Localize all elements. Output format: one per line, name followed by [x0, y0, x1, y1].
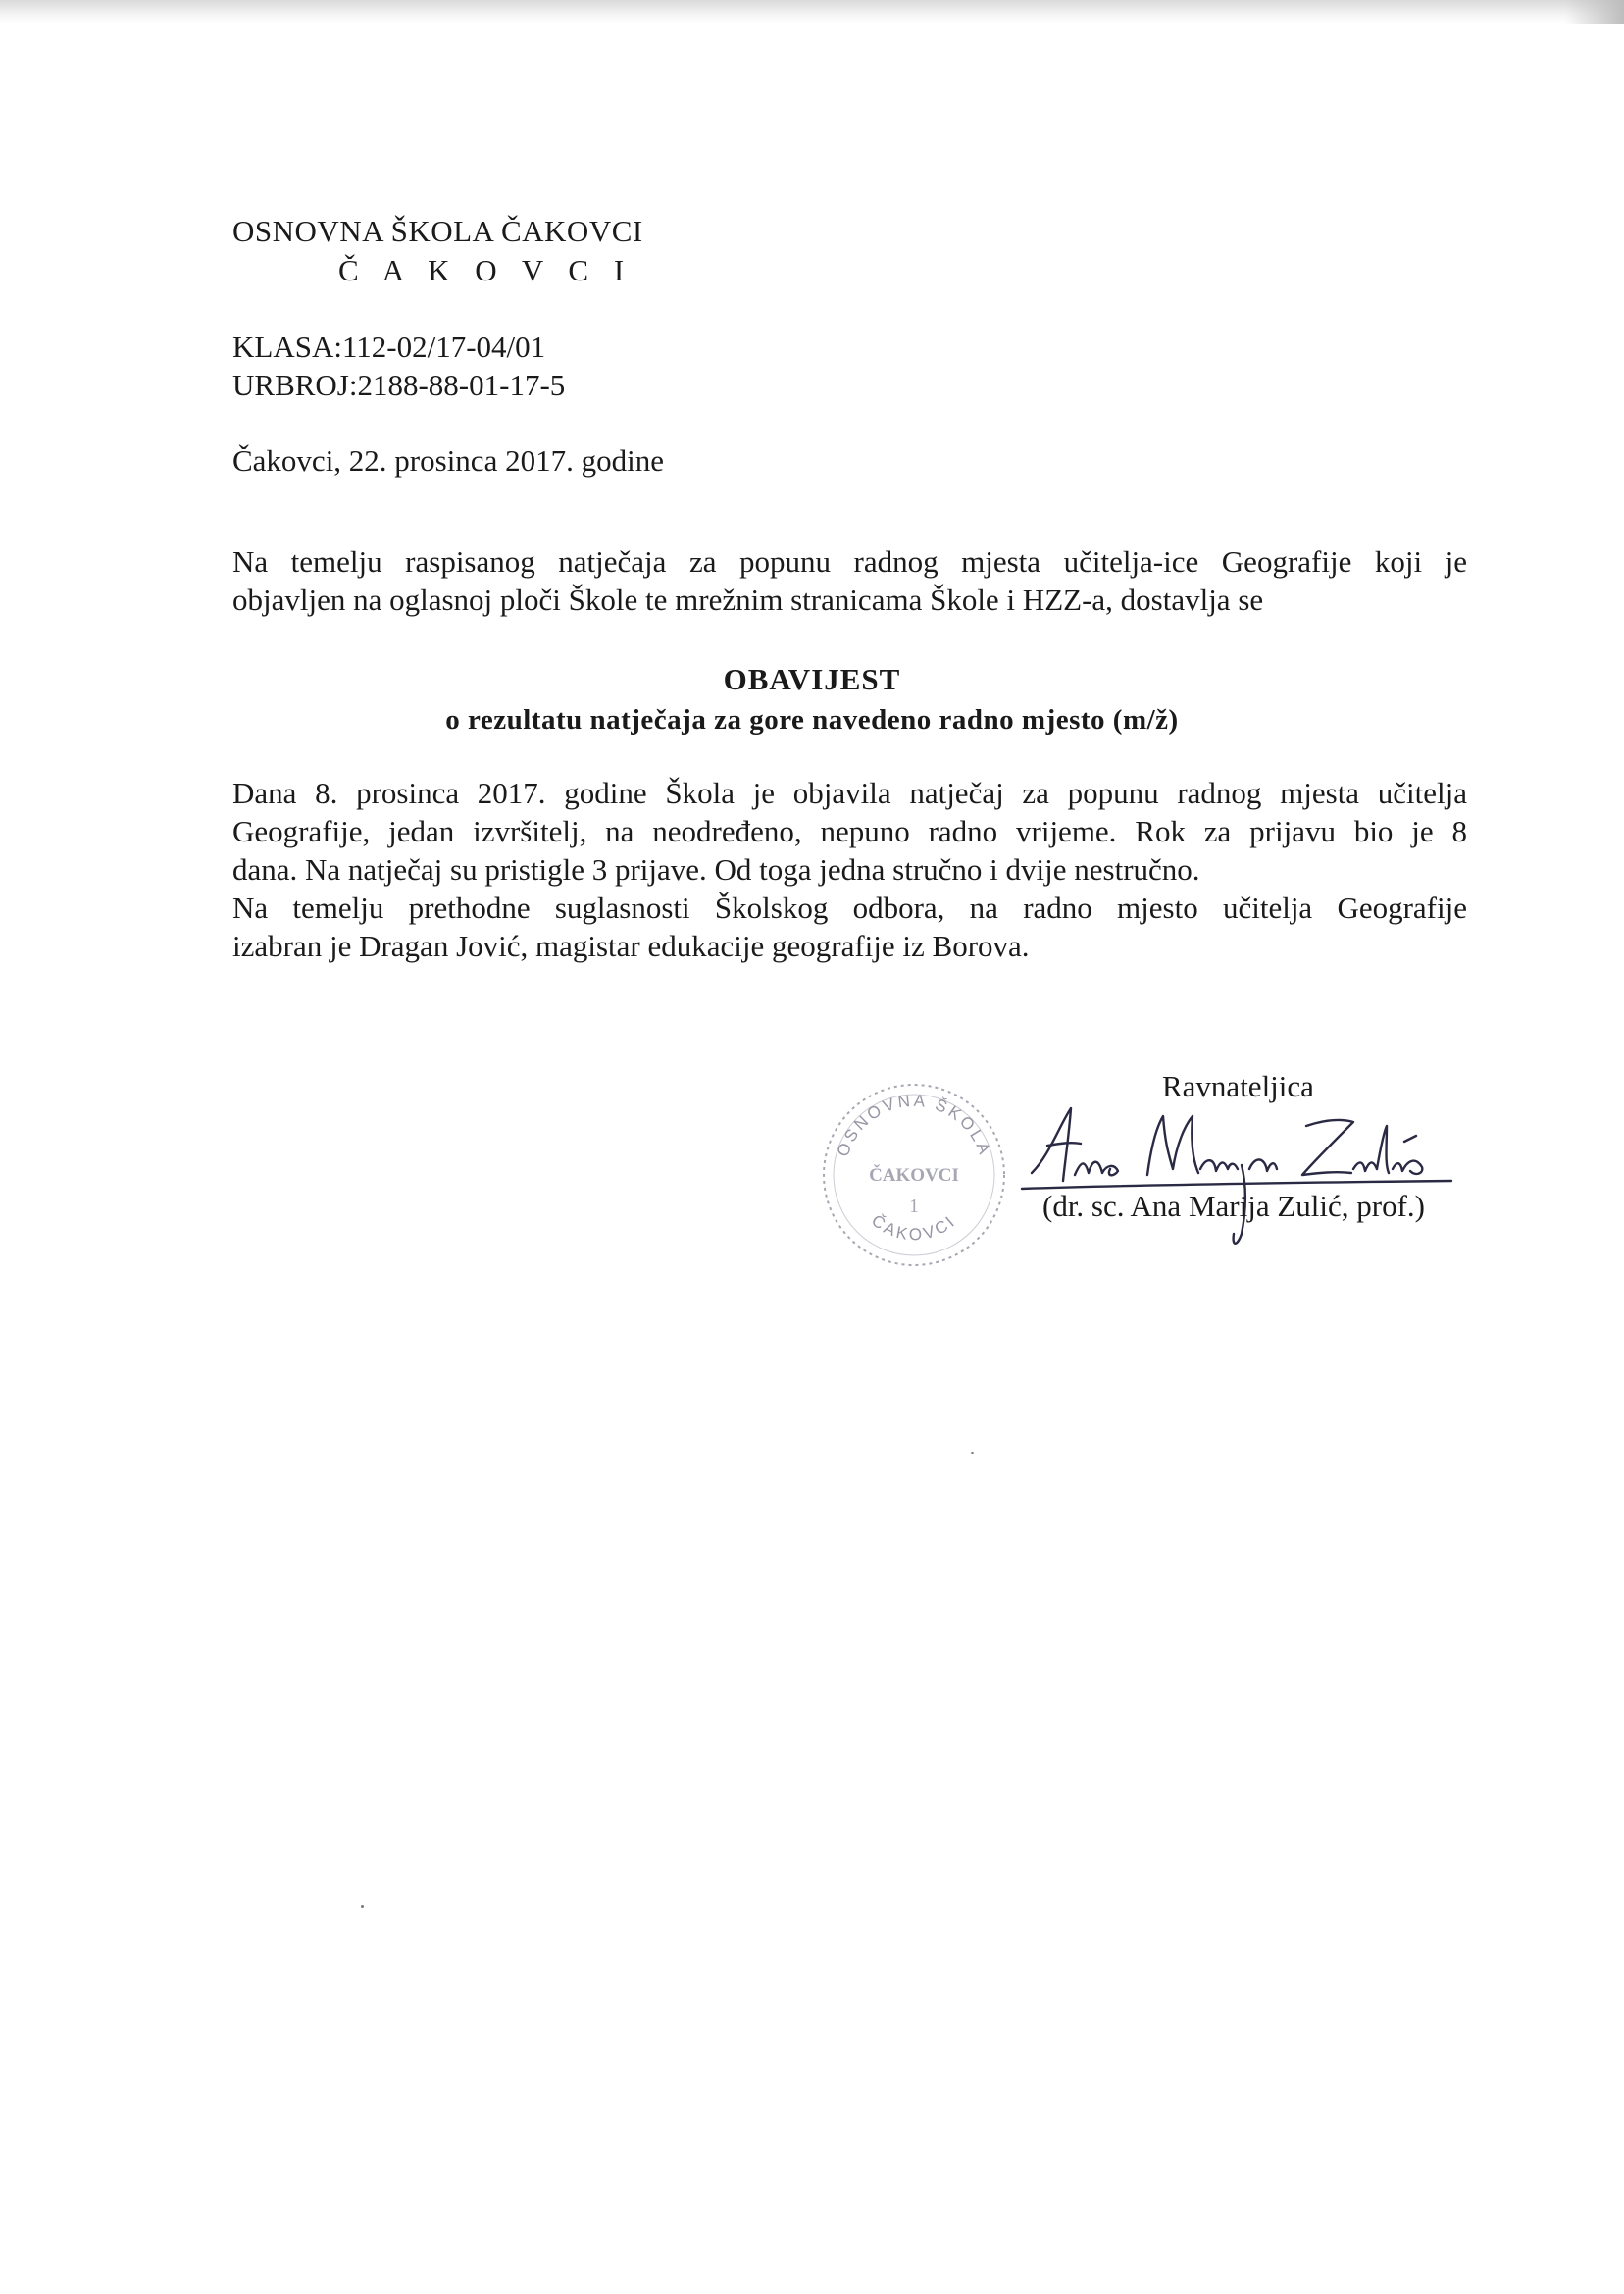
- body-line: dana. Na natječaj su pristigle 3 prijave. Od toga jedna stručno i dvije nestručno.: [232, 852, 1200, 887]
- intro-line: objavljen na oglasnoj ploči Škole te mrežnim stranicama Škole i HZZ-a, dostavlja se: [232, 583, 1264, 617]
- signatory-role: Ravnateljica: [1162, 1069, 1314, 1103]
- stamp-center-text: ČAKOVCI: [869, 1165, 959, 1186]
- school-name: OSNOVNA ŠKOLA ČAKOVCI: [232, 214, 643, 248]
- body-line: Dana 8. prosinca 2017. godine Škola je objavila natječaj za popunu radnog mjesta učitelja: [232, 776, 1467, 810]
- school-stamp: [816, 1077, 1012, 1273]
- notice-subtitle: o rezultatu natječaja za gore navedeno radno mjesto (m/ž): [445, 704, 1179, 736]
- body-paragraph: [232, 774, 1467, 965]
- stamp-number: 1: [909, 1196, 919, 1217]
- stamp-bottom-text: ČAKOVCI: [868, 1210, 960, 1245]
- school-city: Č A K O V C I: [338, 253, 634, 287]
- body-line: izabran je Dragan Jović, magistar edukacije geografije iz Borova.: [232, 929, 1030, 963]
- intro-line: Na temelju raspisanog natječaja za popunu radnog mjesta učitelja-ice Geografije koji je: [232, 544, 1467, 579]
- body-line: Na temelju prethodne suglasnosti Školskog odbora, na radno mjesto učitelja Geografije: [232, 891, 1467, 925]
- document-date: Čakovci, 22. prosinca 2017. godine: [232, 443, 664, 478]
- handwritten-signature: [1020, 1087, 1471, 1263]
- body-line: Geografije, jedan izvršitelj, na neodređeno, nepuno radno vrijeme. Rok za prijavu bio je 8: [232, 814, 1467, 848]
- urbroj-reference: URBROJ:2188-88-01-17-5: [232, 368, 566, 402]
- signatory-name: (dr. sc. Ana Marija Zulić, prof.): [1042, 1189, 1425, 1223]
- notice-title: OBAVIJEST: [723, 662, 901, 696]
- intro-paragraph: [232, 542, 1467, 619]
- klasa-reference: KLASA:112-02/17-04/01: [232, 330, 546, 364]
- scan-speck: [971, 1452, 974, 1454]
- scan-speck: [361, 1905, 364, 1908]
- stamp-top-text: OSNOVNA ŠKOLA: [833, 1091, 995, 1159]
